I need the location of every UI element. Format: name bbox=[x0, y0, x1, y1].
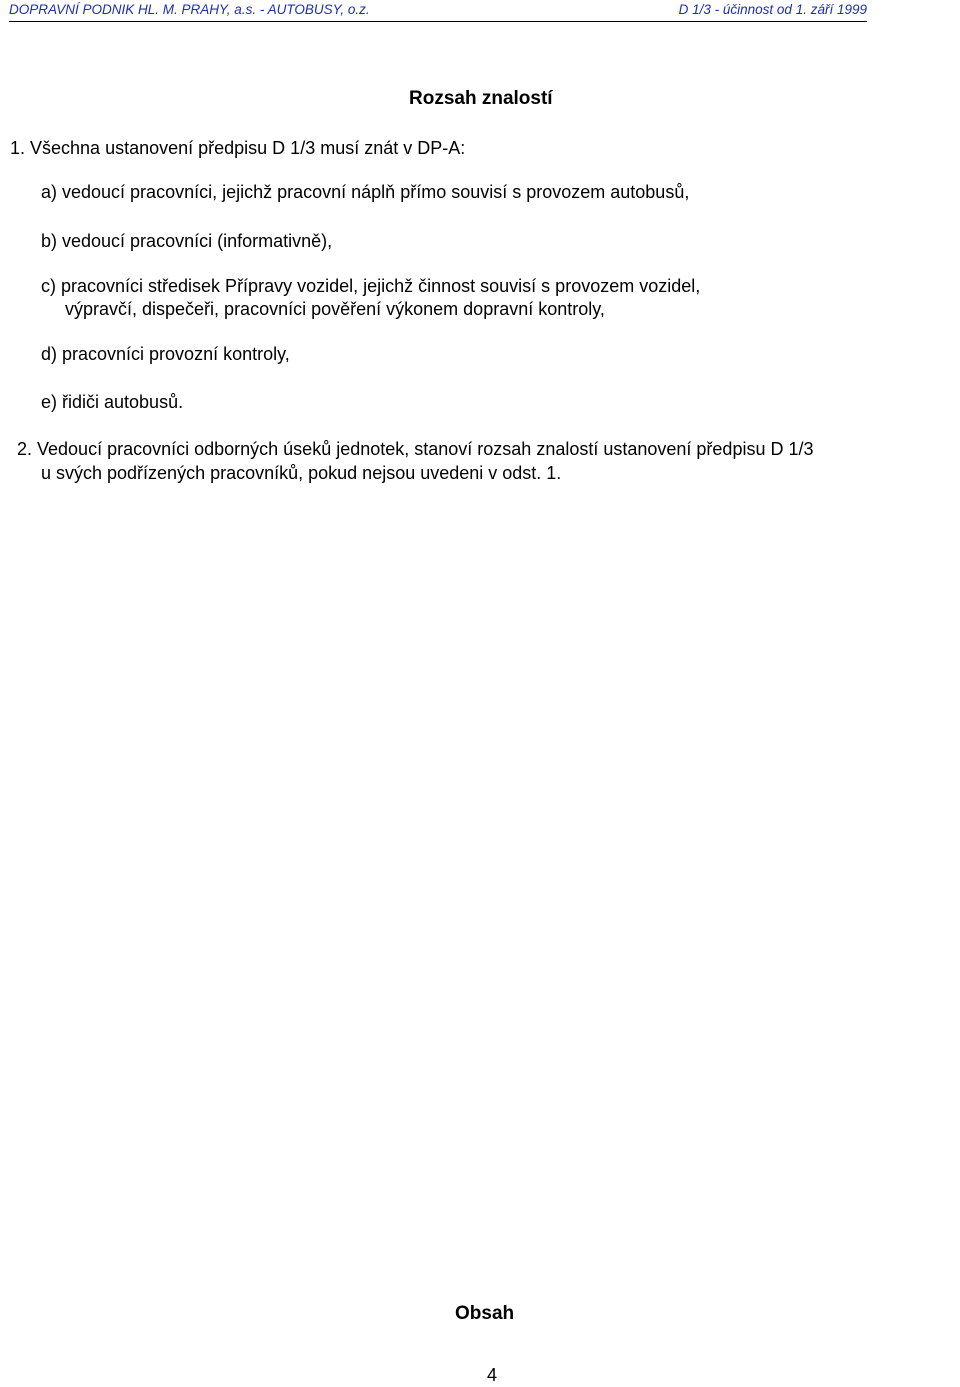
page-header bbox=[9, 0, 867, 22]
item-1a: a) vedoucí pracovníci, jejichž pracovní náplň přímo souvisí s provozem autobusů, bbox=[41, 182, 690, 202]
item-1c-line-2: výpravčí, dispečeři, pracovníci pověření výkonem dopravní kontroly, bbox=[65, 299, 605, 319]
item-1-heading: 1. Všechna ustanovení předpisu D 1/3 musí znát v DP-A: bbox=[10, 138, 466, 158]
header-organization: DOPRAVNÍ PODNIK HL. M. PRAHY, a.s. - AUTOBUSY, o.z. bbox=[9, 2, 370, 17]
item-1c-line-1: c) pracovníci středisek Přípravy vozidel, jejichž činnost souvisí s provozem vozidel, bbox=[41, 276, 701, 296]
item-2-line-1: 2. Vedoucí pracovníci odborných úseků jednotek, stanoví rozsah znalostí ustanovení předpisu D 1/3 bbox=[17, 439, 814, 459]
section-title: Rozsah znalostí bbox=[409, 88, 553, 109]
page-number: 4 bbox=[487, 1365, 498, 1385]
item-1d: d) pracovníci provozní kontroly, bbox=[41, 344, 290, 364]
item-1e: e) řidiči autobusů. bbox=[41, 392, 184, 412]
item-2-line-2: u svých podřízených pracovníků, pokud nejsou uvedeni v odst. 1. bbox=[41, 463, 562, 483]
table-of-contents-link[interactable]: Obsah bbox=[455, 1303, 515, 1324]
header-document-validity: D 1/3 - účinnost od 1. září 1999 bbox=[678, 2, 867, 17]
item-1b: b) vedoucí pracovníci (informativně), bbox=[41, 231, 333, 251]
